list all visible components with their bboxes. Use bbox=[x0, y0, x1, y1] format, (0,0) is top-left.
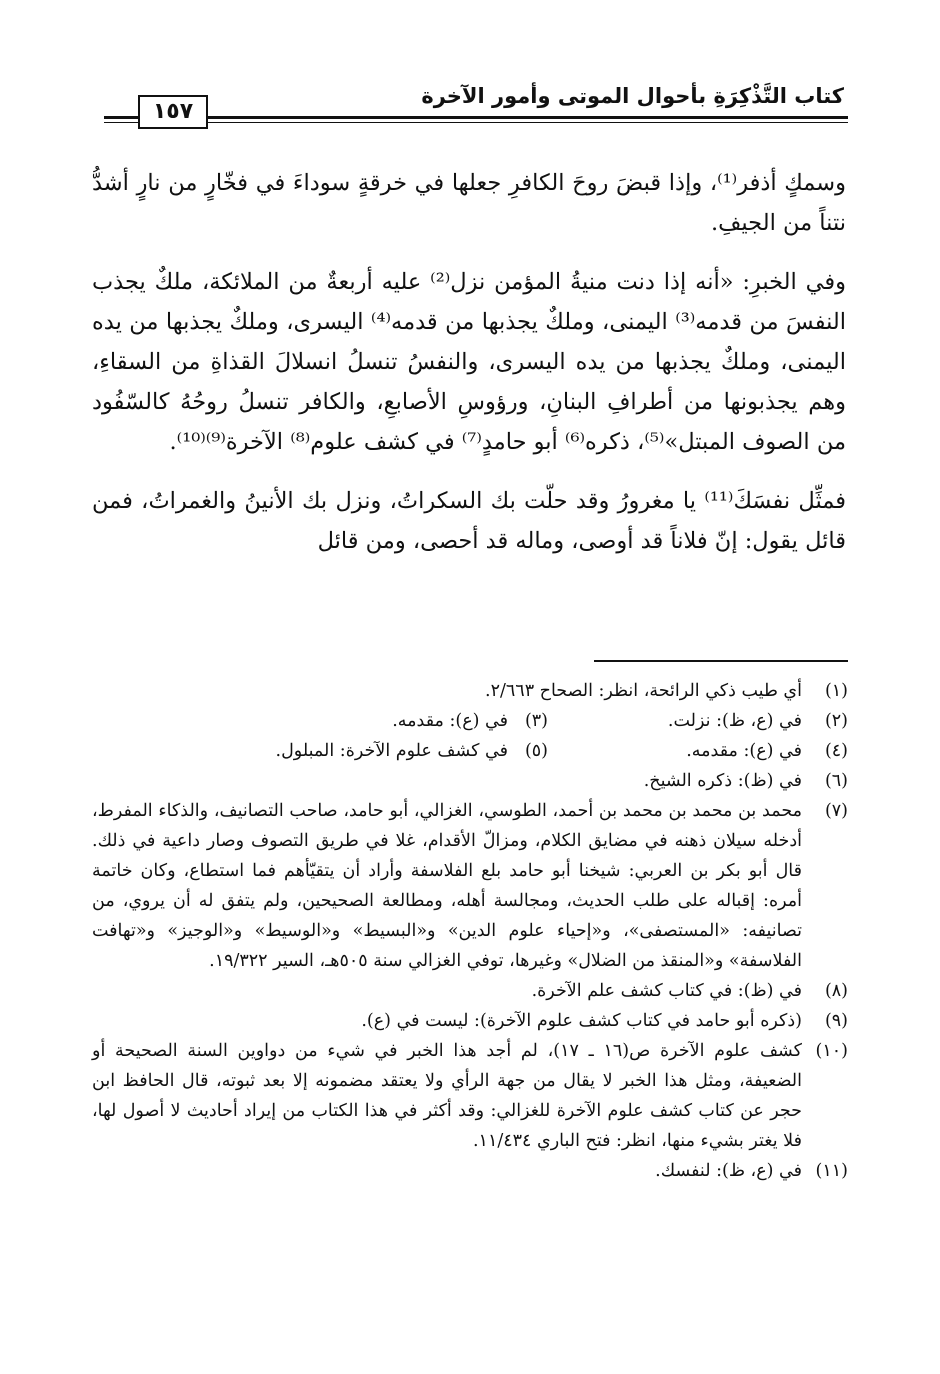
footnote-number: (١) bbox=[824, 681, 848, 701]
footnote-number: (٢) bbox=[824, 711, 848, 731]
footnote-text: (ذكره أبو حامد في كتاب كشف علوم الآخرة): ليست في (ع). bbox=[361, 1011, 802, 1031]
header-rule bbox=[104, 116, 848, 119]
footnote-text: محمد بن محمد بن محمد بن أحمد، الطوسي، الغزالي، أبو حامد، صاحب التصانيف، والذكاء المفرط، أدخله سيلان ذهنه في مضايق الكلام، ومزالّ الأقدام، غلا في طريق التصوف وصار داعية في ذلك. قال أبو بكر بن العربي: شيخنا أبو حامد بلع الفلاسفة وأراد أن يتقيّأهم فما استطاع، وكان خاتمة أمره: إقباله على طلب الحديث، ومجالسة أهله، ومطالعة الصحيحين، ولم يتفق له أن يروي، من تصانيفه: «المستصفى»، و«إحياء علوم الدين» و«البسيط» و«الوسيط» و«الوجيز» و«تهافت الفلاسفة» و«المنقذ من الضلال» وغيرها، توفي الغزالي سنة ٥٠٥هـ، السير ١٩/٣٢٢. bbox=[92, 801, 802, 971]
footnote-row bbox=[92, 706, 848, 736]
running-header-title: كتاب التَّذْكِرَةِ بأحوال الموتى وأمور الآخرة bbox=[421, 84, 844, 108]
footnote bbox=[548, 706, 848, 736]
footnote-number: (٧) bbox=[824, 801, 848, 821]
footnote bbox=[92, 1156, 848, 1186]
footnote-number: (١٠) bbox=[815, 1041, 848, 1061]
paragraph: وسمكٍ أذفر⁽¹⁾، وإذا قبضَ روحَ الكافرِ جعلها في خرقةٍ سوداءَ في فخّارٍ من نارٍ أشدُّ نتناً من الجيفِ. bbox=[92, 170, 846, 236]
footnote bbox=[248, 706, 548, 736]
footnote bbox=[188, 736, 548, 766]
footnote-number: (٦) bbox=[824, 771, 848, 791]
footnote-number: (١١) bbox=[815, 1161, 848, 1181]
footnote bbox=[92, 766, 848, 796]
paragraph: وفي الخبرِ: «أنه إذا دنت منيةُ المؤمن نزل⁽²⁾ عليه أربعةٌ من الملائكة، ملكٌ يجذب النفسَ من قدمه⁽³⁾ اليمنى، وملكٌ يجذبها من قدمه⁽⁴⁾ اليسرى، وملكٌ يجذبها من يده اليمنى، وملكٌ يجذبها من يده اليسرى، والنفسُ تنسلُ انسلالَ القذاةِ من السقاءِ، وهم يجذبونها من أطرافِ البنانِ، ورؤوسِ الأصابعِ، والكافر تنسلُ روحُهُ كالسّفُود من الصوف المبتل»⁽⁵⁾، ذكره⁽⁶⁾ أبو حامدٍ⁽⁷⁾ في كشف علوم⁽⁸⁾ الآخرة⁽⁹⁾⁽¹⁰⁾. bbox=[92, 269, 847, 455]
footnote-number: (٩) bbox=[824, 1011, 848, 1031]
footnote-text: في (ع، ظ): نزلت. bbox=[667, 711, 802, 731]
footnote-text: في (ع): مقدمه. bbox=[686, 741, 802, 761]
footnote bbox=[92, 1006, 848, 1036]
footnote-separator bbox=[594, 660, 848, 662]
footnote-text: في (ظ): ذكره الشيخ. bbox=[643, 771, 802, 791]
footnote-text: أي طيب ذكي الرائحة، انظر: الصحاح ٢/٦٦٣. bbox=[485, 681, 802, 701]
footnote-number: (٣) bbox=[524, 711, 548, 731]
header-rule-thin bbox=[104, 122, 848, 123]
footnote bbox=[548, 736, 848, 766]
footnote-text: في (ع، ظ): لنفسك. bbox=[655, 1161, 802, 1181]
footnotes bbox=[92, 676, 848, 1186]
footnote-text: كشف علوم الآخرة ص(١٦ ـ ١٧)، لم أجد هذا الخبر في شيء من دواوين السنة الصحيحة أو الضعيفة، ومثل هذا الخبر لا يقال من جهة الرأي ولا يعتقد مضمونه إلا بعد ثبوته، قال الحافظ ابن حجر عن كتاب كشف علوم الآخرة للغزالي: وقد أكثر في هذا الكتاب من إيراد أحاديث لا أصول لها، فلا يغتر بشيء منها، انظر: فتح الباري ١١/٤٣٤. bbox=[92, 1041, 803, 1151]
footnote-text: في (ع): مقدمه. bbox=[392, 711, 508, 731]
footnote-text: في (ظ): في كتاب كشف علم الآخرة. bbox=[531, 981, 802, 1001]
footnote bbox=[92, 976, 848, 1006]
main-text bbox=[92, 163, 846, 561]
paragraph: فمثِّل نفسَكَ⁽¹¹⁾ يا مغرورُ وقد حلّت بك السكراتُ، ونزل بك الأنينُ والغمراتُ، فمن قائل يقول: إنّ فلاناً قد أوصى، وماله قد أحصى، ومن قائل bbox=[92, 488, 847, 554]
footnote bbox=[92, 676, 848, 706]
footnote-number: (٤) bbox=[824, 741, 848, 761]
footnote-text: في كشف علوم الآخرة: المبلول. bbox=[275, 741, 508, 761]
footnote-number: (٥) bbox=[524, 741, 548, 761]
page-number: ١٥٧ bbox=[138, 95, 208, 129]
footnote-number: (٨) bbox=[824, 981, 848, 1001]
footnote-row bbox=[92, 736, 848, 766]
footnote bbox=[92, 796, 848, 976]
footnote bbox=[92, 1036, 848, 1156]
